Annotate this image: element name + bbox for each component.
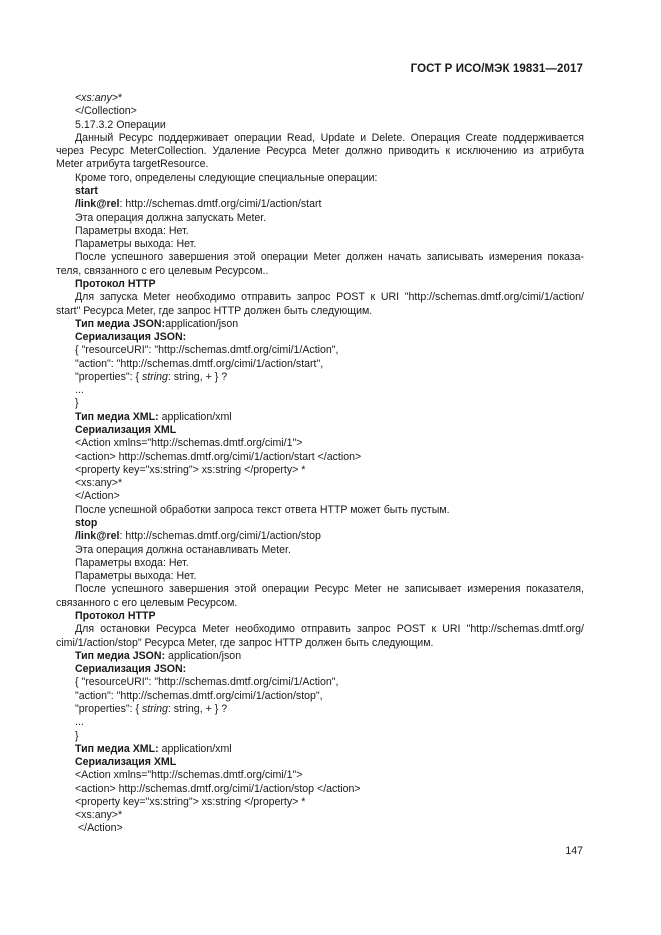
media-type-value: application/json — [165, 649, 242, 662]
xml-token: <xs:any> — [75, 92, 118, 104]
code-line: ... — [75, 384, 84, 397]
media-type-line — [56, 650, 584, 663]
code-fragment: "properties": { — [75, 702, 142, 715]
text-line: Параметры выхода: Нет. — [75, 570, 197, 583]
text-line: </Collection> — [75, 105, 137, 118]
code-fragment-italic: string — [142, 370, 168, 383]
media-type-value: application/json — [165, 317, 239, 330]
code-fragment: "properties": { — [75, 370, 142, 383]
code-line: } — [75, 397, 79, 410]
operation-heading-stop: stop — [75, 517, 98, 529]
code-line: <action> http://schemas.dmtf.org/cimi/1/action/start </action> — [75, 450, 362, 463]
code-fragment: : string, + } ? — [167, 370, 228, 383]
protocol-heading: Протокол HTTP — [75, 609, 156, 622]
paragraph-line: Для запуска Meter необходимо отправить запрос POST к URI "http://schemas.dmtf.org/cimi/1/action/ — [75, 291, 584, 304]
link-rel-line — [56, 530, 584, 543]
link-rel-line — [56, 198, 584, 211]
paragraph-line: start" Ресурса Meter, где запрос HTTP должен быть следующим. — [56, 304, 373, 317]
code-line: ... — [75, 716, 84, 729]
page-number: 147 — [565, 845, 583, 857]
code-line — [56, 703, 584, 716]
link-rel-label: /link@rel — [75, 198, 120, 211]
text-line: Параметры входа: Нет. — [75, 556, 189, 569]
serialization-heading: Сериализация XML — [75, 756, 177, 769]
media-type-label: Тип медиа XML: — [75, 742, 159, 755]
serialization-heading: Сериализация XML — [75, 424, 177, 437]
text-line: Эта операция должна запускать Meter. — [75, 211, 267, 224]
code-line: <xs:any>* — [75, 477, 123, 490]
code-line: { "resourceURI": "http://schemas.dmtf.org/cimi/1/Action", — [75, 344, 339, 357]
media-type-label: Тип медиа JSON: — [75, 649, 166, 662]
serialization-heading: Сериализация JSON: — [75, 663, 187, 676]
section-number: 5.17.3.2 Операции — [75, 118, 166, 131]
text-line: Эта операция должна останавливать Meter. — [75, 543, 291, 556]
code-fragment-italic: string — [142, 702, 168, 715]
paragraph-line: через Ресурс MeterCollection. Удаление Ресурса Meter должно приводить к исключению из атрибута — [56, 145, 584, 158]
code-line: "action": "http://schemas.dmtf.org/cimi/1/action/stop", — [75, 689, 323, 702]
code-line: <property key="xs:string"> xs:string </property> * — [75, 463, 306, 476]
media-type-value: application/xml — [158, 742, 232, 755]
paragraph-line: cimi/1/action/stop" Ресурса Meter, где запрос HTTP должен быть следующим. — [56, 636, 434, 649]
code-line: } — [75, 729, 79, 742]
page-header: ГОСТ Р ИСО/МЭК 19831—2017 — [410, 63, 583, 75]
media-type-line — [56, 411, 584, 424]
text-line: Параметры входа: Нет. — [75, 224, 189, 237]
media-type-value: application/xml — [158, 410, 232, 423]
media-type-label: Тип медиа JSON: — [75, 317, 166, 330]
paragraph-line: Meter атрибута targetResource. — [56, 158, 209, 171]
link-rel-value: : http://schemas.dmtf.org/cimi/1/action/start — [119, 198, 322, 211]
code-line: <Action xmlns="http://schemas.dmtf.org/cimi/1"> — [75, 437, 303, 450]
code-fragment: : string, + } ? — [167, 702, 228, 715]
paragraph-line: теля, связанного с его целевым Ресурсом.. — [56, 264, 269, 277]
code-line: <xs:any>* — [75, 809, 123, 822]
text-line: После успешной обработки запроса текст ответа HTTP может быть пустым. — [75, 503, 450, 516]
protocol-heading: Протокол HTTP — [75, 277, 156, 290]
code-line: <action> http://schemas.dmtf.org/cimi/1/action/stop </action> — [75, 782, 361, 795]
text-line: Параметры выхода: Нет. — [75, 238, 197, 251]
media-type-line — [56, 318, 584, 331]
code-line: "action": "http://schemas.dmtf.org/cimi/1/action/start", — [75, 357, 324, 370]
code-line: <property key="xs:string"> xs:string </property> * — [75, 795, 306, 808]
page-content — [56, 92, 584, 836]
paragraph-line: После успешного завершения этой операции Meter должен начать записывать измерения показа- — [75, 251, 584, 264]
code-line: { "resourceURI": "http://schemas.dmtf.org/cimi/1/Action", — [75, 676, 339, 689]
media-type-label: Тип медиа XML: — [75, 410, 159, 423]
code-line: </Action> — [75, 822, 123, 835]
paragraph-line: Для остановки Ресурса Meter необходимо отправить запрос POST к URI "http://schemas.dmtf.org/ — [75, 623, 584, 636]
serialization-heading: Сериализация JSON: — [75, 331, 187, 344]
paragraph-line: Данный Ресурс поддерживает операции Read, Update и Delete. Операция Create поддерживается — [75, 131, 584, 144]
code-line: </Action> — [75, 490, 120, 503]
operation-heading-start: start — [75, 184, 98, 197]
text-line — [56, 92, 584, 105]
paragraph-line: После успешного завершения этой операции Ресурс Meter не записывает измерения показателя, — [75, 583, 584, 596]
text-fragment: * — [118, 92, 123, 104]
link-rel-value: : http://schemas.dmtf.org/cimi/1/action/stop — [119, 530, 321, 543]
paragraph-line: связанного с его целевым Ресурсом. — [56, 596, 238, 609]
code-line — [56, 371, 584, 384]
link-rel-label: /link@rel — [75, 530, 120, 543]
paragraph-line: Кроме того, определены следующие специальные операции: — [75, 171, 378, 184]
code-line: <Action xmlns="http://schemas.dmtf.org/cimi/1"> — [75, 769, 303, 782]
media-type-line — [56, 743, 584, 756]
